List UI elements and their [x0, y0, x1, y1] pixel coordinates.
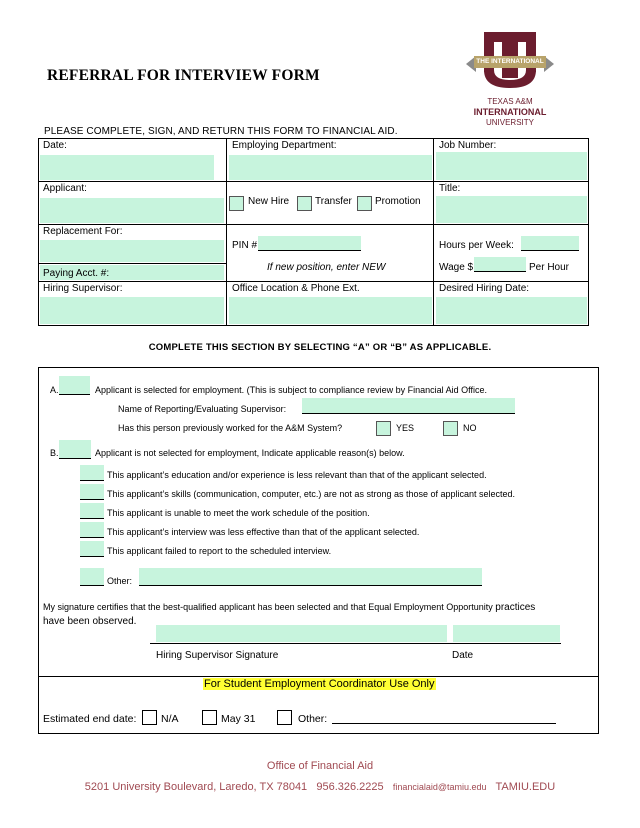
transfer-label: Transfer: [315, 196, 352, 207]
signature-date-field[interactable]: [453, 625, 560, 642]
other-reason-label: Other:: [107, 576, 133, 586]
reason-mark[interactable]: [80, 522, 104, 537]
title-field[interactable]: [436, 196, 587, 223]
footer-website[interactable]: TAMIU.EDU: [495, 781, 556, 793]
coordinator-title: For Student Employment Coordinator Use Only: [204, 678, 435, 690]
wage-field[interactable]: [474, 257, 526, 271]
office-field[interactable]: [229, 297, 432, 324]
new-position-note: If new position, enter NEW: [267, 262, 386, 273]
applicant-field[interactable]: [40, 198, 224, 223]
date-field[interactable]: [40, 155, 214, 180]
desired-date-field[interactable]: [436, 297, 587, 324]
instructions: PLEASE COMPLETE, SIGN, AND RETURN THIS FORM TO FINANCIAL AID.: [44, 126, 398, 137]
pin-label: PIN #: [232, 240, 258, 251]
footer-contact: [0, 781, 640, 793]
logo-line-3: UNIVERSITY: [485, 118, 534, 127]
footer-office: Office of Financial Aid: [266, 760, 374, 772]
promotion-checkbox[interactable]: [357, 196, 372, 211]
section-heading: COMPLETE THIS SECTION BY SELECTING “A” OR “B” AS APPLICABLE.: [148, 342, 492, 353]
applicant-label: Applicant:: [43, 183, 87, 194]
logo-line-2: INTERNATIONAL: [473, 107, 547, 117]
section-a-text: Applicant is selected for employment. (This is subject to compliance review by Financial Aid Office.: [95, 385, 488, 395]
reason-text: This applicant’s interview was less effective than that of the applicant selected.: [107, 527, 420, 537]
footer-email[interactable]: financialaid@tamiu.edu: [392, 782, 487, 792]
supervisor-label: Hiring Supervisor:: [43, 283, 123, 294]
paying-acct-label: Paying Acct. #:: [43, 268, 110, 279]
signature-label: Hiring Supervisor Signature: [156, 650, 279, 661]
end-date-label: Estimated end date:: [43, 713, 137, 725]
other-reason-mark[interactable]: [80, 568, 104, 585]
replacement-label: Replacement For:: [43, 226, 123, 237]
section-a-letter: A.: [50, 385, 59, 395]
footer-phone: 956.326.2225: [316, 781, 384, 793]
reason-mark[interactable]: [80, 541, 104, 556]
department-label: Employing Department:: [232, 140, 337, 151]
previous-worked-label: Has this person previously worked for the A&M System?: [118, 423, 343, 433]
transfer-checkbox[interactable]: [297, 196, 312, 211]
replacement-field[interactable]: [40, 240, 224, 262]
reporting-supervisor-field[interactable]: [302, 398, 515, 413]
reason-text: This applicant failed to report to the scheduled interview.: [107, 546, 332, 556]
reason-text: This applicant is unable to meet the work schedule of the position.: [107, 508, 370, 518]
section-b-letter: B.: [50, 448, 59, 458]
desired-date-label: Desired Hiring Date:: [439, 283, 530, 294]
reason-text: This applicant’s skills (communication, computer, etc.) are not as strong as those of applicant selected.: [107, 489, 516, 499]
university-logo: [462, 30, 558, 130]
no-label: NO: [463, 423, 477, 433]
form-title: REFERRAL FOR INTERVIEW FORM: [47, 67, 320, 84]
signature-field[interactable]: [156, 625, 447, 642]
promotion-label: Promotion: [375, 196, 421, 207]
new-hire-checkbox[interactable]: [229, 196, 244, 211]
job-number-field[interactable]: [436, 152, 587, 180]
new-hire-label: New Hire: [248, 196, 290, 207]
office-label: Office Location & Phone Ext.: [232, 283, 360, 294]
section-a-mark[interactable]: [59, 376, 90, 394]
supervisor-field[interactable]: [40, 297, 224, 324]
hours-label: Hours per Week:: [439, 240, 514, 251]
logo-line-1: TEXAS A&M: [487, 97, 533, 106]
footer-address: 5201 University Boulevard, Laredo, TX 78041: [84, 781, 308, 793]
other-reason-field[interactable]: [139, 568, 482, 585]
pin-field[interactable]: [258, 236, 361, 250]
na-label: N/A: [161, 713, 179, 725]
no-checkbox[interactable]: [443, 421, 458, 436]
certification-text-1: My signature certifies that the best-qualified applicant has been selected and that Equal Employment Opportunity: [43, 602, 493, 612]
other-date-field[interactable]: [332, 708, 556, 722]
date-label: Date:: [43, 140, 67, 151]
reason-text: This applicant’s education and/or experience is less relevant than that of the applicant selected.: [107, 470, 487, 480]
reason-mark[interactable]: [80, 503, 104, 518]
department-field[interactable]: [229, 155, 432, 180]
logo-banner-text: THE INTERNATIONAL: [476, 58, 544, 65]
wage-label: Wage $: [439, 262, 474, 273]
reason-mark[interactable]: [80, 484, 104, 499]
section-b-text: Applicant is not selected for employment, Indicate applicable reason(s) below.: [95, 448, 405, 458]
other-date-checkbox[interactable]: [277, 710, 292, 725]
title-label: Title:: [439, 183, 461, 194]
certification-text-2: have been observed.: [43, 616, 137, 627]
na-checkbox[interactable]: [142, 710, 157, 725]
reporting-supervisor-label: Name of Reporting/Evaluating Supervisor:: [118, 404, 287, 414]
section-b-mark[interactable]: [59, 440, 91, 458]
other-date-label: Other:: [298, 713, 328, 725]
certification-text: [43, 602, 535, 613]
may-31-label: May 31: [221, 713, 256, 725]
yes-checkbox[interactable]: [376, 421, 391, 436]
signature-date-label: Date: [452, 650, 474, 661]
per-hour-label: Per Hour: [529, 262, 570, 273]
may-31-checkbox[interactable]: [202, 710, 217, 725]
certification-text-1b: practices: [495, 602, 536, 613]
job-number-label: Job Number:: [439, 140, 497, 151]
yes-label: YES: [396, 423, 415, 433]
reason-mark[interactable]: [80, 465, 104, 480]
hours-field[interactable]: [521, 236, 579, 250]
